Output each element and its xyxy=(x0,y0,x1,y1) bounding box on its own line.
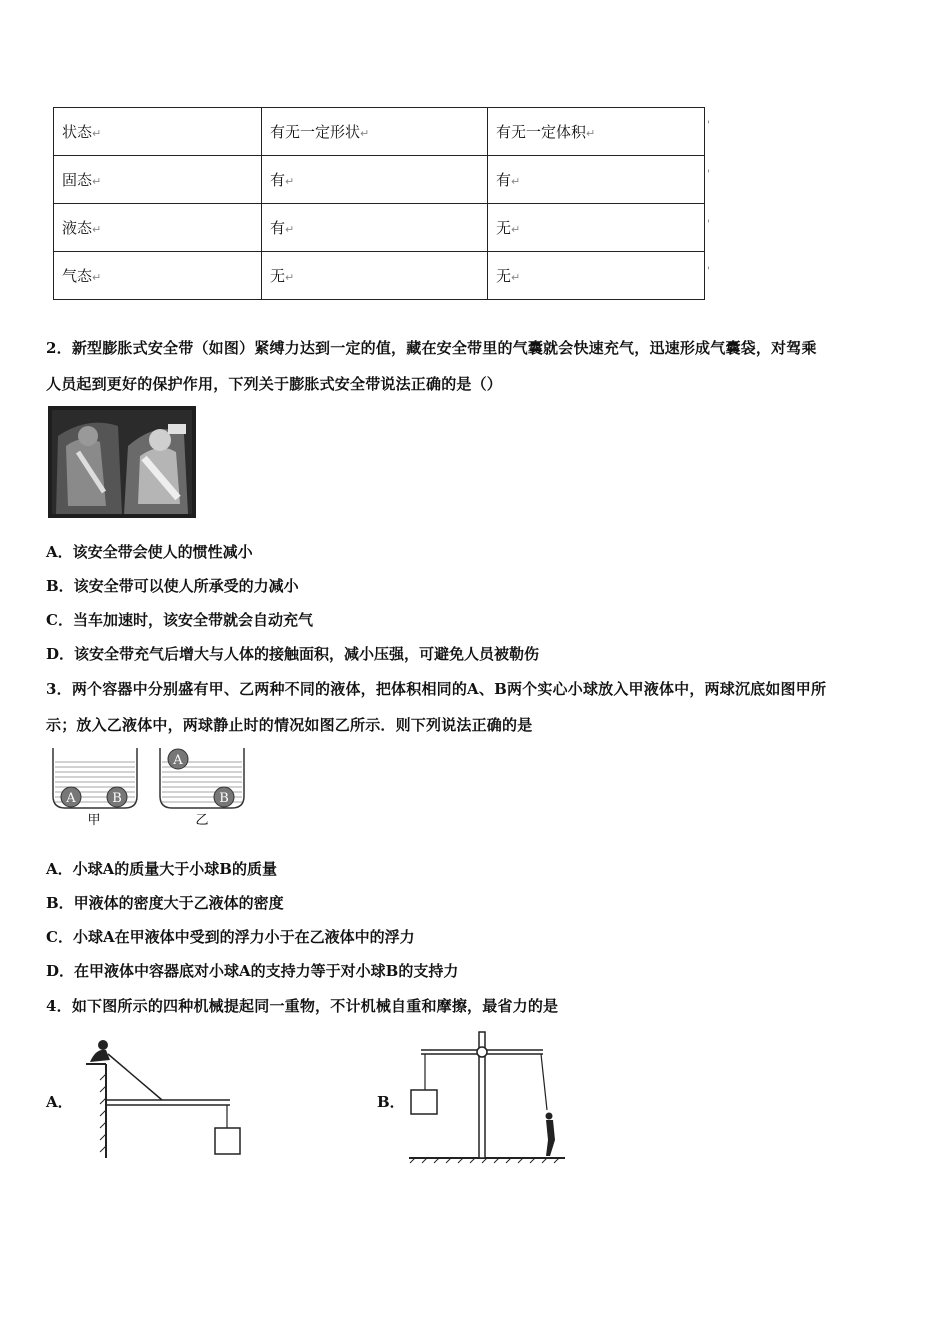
table-cell: 有↵ xyxy=(488,156,705,204)
q3-option-b: B．甲液体的密度大于乙液体的密度 xyxy=(46,894,284,912)
q2-option-a: A．该安全带会使人的惯性减小 xyxy=(46,543,253,561)
q4-option-b-label: B． xyxy=(377,1093,405,1111)
table-cell: 状态↵ xyxy=(54,108,262,156)
table-cell: 无↵ xyxy=(488,204,705,252)
machine-b-figure xyxy=(405,1028,570,1164)
table-header-row xyxy=(54,108,705,156)
svg-text:B: B xyxy=(219,791,229,806)
q3-stem-line2: 示；放入乙液体中，两球静止时的情况如图乙所示．则下列说法正确的是 xyxy=(46,716,533,734)
row-end-mark: ' xyxy=(707,219,710,230)
svg-text:A: A xyxy=(173,753,183,768)
label-yi: 乙 xyxy=(195,813,209,828)
row-end-mark: ' xyxy=(707,266,710,277)
svg-text:A: A xyxy=(66,791,76,806)
q3-stem-line1: 3．两个容器中分别盛有甲、乙两种不同的液体，把体积相同的A、B两个实心小球放入甲液体中，两球沉底如图甲所 xyxy=(46,680,827,698)
q2-option-c: C．当车加速时，该安全带就会自动充气 xyxy=(46,611,313,629)
table-cell: 有无一定形状↵ xyxy=(262,108,488,156)
row-end-mark: ' xyxy=(707,169,710,180)
q2-option-d: D．该安全带充气后增大与人体的接触面积，减小压强，可避免人员被勒伤 xyxy=(46,645,540,663)
container-jia xyxy=(53,748,137,828)
containers-figure xyxy=(50,744,250,828)
q2-stem-line1: 2．新型膨胀式安全带（如图）紧缚力达到一定的值，藏在安全带里的气囊就会快速充气，迅速形成气囊袋，对驾乘 xyxy=(46,339,817,357)
states-table xyxy=(53,107,705,300)
q3-option-a: A．小球A的质量大于小球B的质量 xyxy=(46,860,277,878)
seatbelt-photo xyxy=(48,406,196,518)
q3-option-c: C．小球A在甲液体中受到的浮力小于在乙液体中的浮力 xyxy=(46,928,415,946)
row-end-mark: ' xyxy=(707,120,710,131)
table-cell: 有↵ xyxy=(262,204,488,252)
svg-text:B: B xyxy=(112,791,122,806)
table-row xyxy=(54,204,705,252)
table-cell: 气态↵ xyxy=(54,252,262,300)
q4-stem: 4．如下图所示的四种机械提起同一重物，不计机械自重和摩擦，最省力的是 xyxy=(46,997,559,1015)
label-jia: 甲 xyxy=(87,813,101,828)
table-row xyxy=(54,156,705,204)
q2-stem-line2: 人员起到更好的保护作用，下列关于膨胀式安全带说法正确的是（） xyxy=(46,375,503,393)
q4-option-a-label: A． xyxy=(46,1093,73,1111)
table-cell: 有无一定体积↵ xyxy=(488,108,705,156)
table-cell: 无↵ xyxy=(488,252,705,300)
q3-option-d: D．在甲液体中容器底对小球A的支持力等于对小球B的支持力 xyxy=(46,962,459,980)
table-row xyxy=(54,252,705,300)
table-cell: 液态↵ xyxy=(54,204,262,252)
q2-option-b: B．该安全带可以使人所承受的力减小 xyxy=(46,577,299,595)
table-cell: 有↵ xyxy=(262,156,488,204)
machine-a-figure xyxy=(78,1034,248,1160)
container-yi xyxy=(160,748,244,828)
table-cell: 固态↵ xyxy=(54,156,262,204)
table-cell: 无↵ xyxy=(262,252,488,300)
